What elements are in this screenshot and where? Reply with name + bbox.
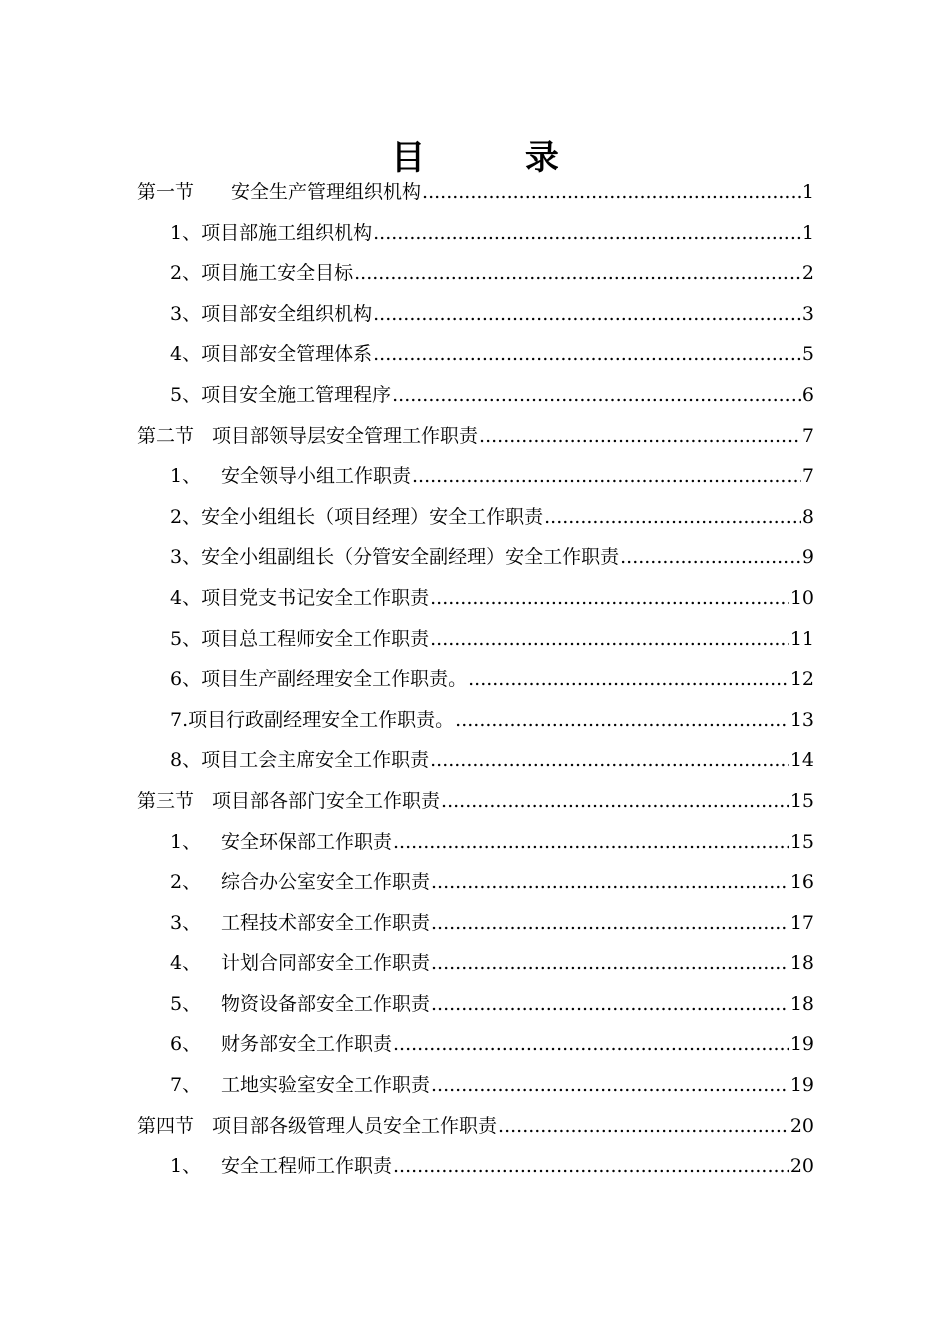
toc-entry-text	[170, 497, 543, 538]
toc-entry-label: 工程技术部安全工作职责	[221, 911, 431, 934]
toc-entry-label: 项目部施工组织机构	[201, 221, 373, 244]
toc-dot-leader	[431, 903, 789, 944]
toc-entry-number: 3、	[170, 302, 202, 325]
toc-entry-label: 安全环保部工作职责	[221, 830, 393, 853]
toc-dot-leader	[455, 700, 789, 741]
toc-entry-number: 6、	[170, 668, 202, 691]
toc-page-number: 11	[789, 627, 814, 650]
toc-entry-number: 1、	[170, 1155, 202, 1178]
toc-dot-leader	[373, 334, 801, 375]
toc-page-number: 20	[789, 1114, 814, 1137]
toc-entry-label: 项目部领导层安全管理工作职责	[212, 424, 479, 447]
toc-subsection-entry[interactable]	[137, 740, 814, 781]
toc-entry-number: 8、	[170, 749, 202, 772]
toc-subsection-entry[interactable]	[137, 903, 814, 944]
toc-entry-number: 2、	[170, 871, 202, 894]
toc-entry-text	[170, 862, 430, 903]
toc-entry-label: 安全生产管理组织机构	[231, 181, 422, 203]
toc-entry-number: 3、	[170, 911, 202, 934]
toc-entry-label: 安全领导小组工作职责	[221, 465, 412, 488]
toc-page-number: 2	[801, 262, 814, 285]
toc-dot-leader	[354, 253, 801, 294]
toc-subsection-entry[interactable]	[137, 1024, 814, 1065]
toc-entry-number: 2、	[170, 262, 202, 285]
toc-subsection-entry[interactable]	[137, 659, 814, 700]
toc-entry-label: 财务部安全工作职责	[221, 1033, 393, 1056]
toc-entry-label: 项目安全施工管理程序	[201, 383, 392, 406]
toc-entry-number: 4、	[170, 952, 202, 975]
toc-dot-leader	[468, 659, 789, 700]
toc-subsection-entry[interactable]	[137, 578, 814, 619]
toc-page-number: 12	[789, 668, 814, 691]
toc-entry-number: 6、	[170, 1033, 202, 1056]
toc-page-number: 5	[801, 343, 814, 366]
toc-subsection-entry[interactable]	[137, 1146, 814, 1187]
toc-entry-label: 项目生产副经理安全工作职责。	[201, 668, 468, 691]
toc-entry-number: 5、	[170, 383, 202, 406]
toc-dot-leader	[392, 375, 801, 416]
toc-subsection-entry[interactable]	[137, 862, 814, 903]
toc-dot-leader	[479, 416, 801, 457]
toc-page-number: 19	[789, 1074, 814, 1097]
toc-entry-label: 项目施工安全目标	[201, 262, 354, 285]
toc-entry-number: 1、	[170, 830, 202, 853]
toc-entry-number: 第二节	[137, 424, 195, 447]
toc-entry-text	[170, 740, 429, 781]
toc-subsection-entry[interactable]	[137, 253, 814, 294]
toc-dot-leader	[430, 619, 789, 660]
toc-entry-text	[170, 1024, 392, 1065]
toc-dot-leader	[373, 294, 801, 335]
toc-entry-text	[170, 253, 353, 294]
toc-subsection-entry[interactable]	[137, 619, 814, 660]
toc-entry-text	[170, 1065, 430, 1106]
toc-page-number: 15	[789, 789, 814, 812]
toc-dot-leader	[430, 740, 789, 781]
toc-entry-number: 5、	[170, 992, 202, 1015]
toc-page-number: 8	[801, 505, 814, 528]
toc-dot-leader	[393, 1024, 789, 1065]
toc-page-number: 19	[789, 1033, 814, 1056]
toc-subsection-entry[interactable]	[137, 822, 814, 863]
toc-entry-text	[170, 537, 619, 578]
toc-page-number: 7	[801, 424, 814, 447]
toc-section-entry[interactable]	[137, 172, 814, 213]
toc-entry-label: 综合办公室安全工作职责	[221, 871, 431, 894]
toc-entry-text	[170, 700, 454, 741]
toc-entry-text	[170, 294, 372, 335]
toc-dot-leader	[373, 213, 801, 254]
toc-dot-leader	[431, 984, 789, 1025]
toc-entry-text	[170, 984, 430, 1025]
toc-page-number: 6	[801, 383, 814, 406]
toc-entry-number: 2、	[170, 505, 202, 528]
toc-page-number: 20	[789, 1155, 814, 1178]
toc-entry-text	[170, 1146, 392, 1187]
toc-entry-number: 4、	[170, 586, 202, 609]
toc-page-number: 18	[789, 992, 814, 1015]
toc-entry-number: 3、	[170, 546, 202, 569]
toc-subsection-entry[interactable]	[137, 700, 814, 741]
toc-entry-text	[137, 416, 478, 457]
toc-section-entry[interactable]	[137, 781, 814, 822]
toc-page-number: 3	[801, 302, 814, 325]
toc-page-number: 13	[789, 708, 814, 731]
toc-entry-text	[170, 213, 372, 254]
toc-subsection-entry[interactable]	[137, 1065, 814, 1106]
toc-subsection-entry[interactable]	[137, 537, 814, 578]
toc-page-number: 10	[789, 586, 814, 609]
toc-entry-label: 计划合同部安全工作职责	[221, 952, 431, 975]
toc-subsection-entry[interactable]	[137, 294, 814, 335]
toc-dot-leader	[431, 943, 789, 984]
toc-entry-text	[170, 822, 392, 863]
toc-dot-leader	[430, 578, 789, 619]
toc-page-number: 1	[801, 221, 814, 244]
toc-page-number: 16	[789, 871, 814, 894]
toc-entry-number: 1、	[170, 465, 202, 488]
toc-dot-leader	[412, 456, 801, 497]
toc-entry-text	[137, 172, 421, 213]
toc-entry-text	[170, 375, 391, 416]
toc-entry-label: 安全工程师工作职责	[221, 1155, 393, 1178]
toc-dot-leader	[441, 781, 789, 822]
toc-dot-leader	[431, 862, 789, 903]
toc-entry-number: 第三节	[137, 789, 195, 812]
toc-section-entry[interactable]	[137, 416, 814, 457]
toc-entry-label: 安全小组组长（项目经理）安全工作职责	[201, 505, 544, 528]
toc-entry-label: 安全小组副组长（分管安全副经理）安全工作职责	[201, 546, 620, 569]
toc-list	[137, 172, 814, 1187]
toc-entry-number: 1、	[170, 221, 202, 244]
toc-entry-label: 项目部各级管理人员安全工作职责	[212, 1114, 498, 1137]
toc-entry-text	[137, 781, 440, 822]
toc-entry-text	[170, 619, 429, 660]
toc-subsection-entry[interactable]	[137, 213, 814, 254]
toc-entry-text	[170, 659, 467, 700]
toc-entry-label: 项目党支书记安全工作职责	[201, 586, 430, 609]
toc-entry-number: 7.	[170, 708, 189, 731]
toc-entry-label: 项目部安全组织机构	[201, 302, 373, 325]
toc-page-number: 14	[789, 749, 814, 772]
toc-entry-number: 7、	[170, 1074, 202, 1097]
toc-entry-label: 项目部各部门安全工作职责	[212, 789, 441, 812]
toc-entry-number: 第四节	[137, 1114, 195, 1137]
toc-page-number: 7	[801, 465, 814, 488]
toc-entry-number: 4、	[170, 343, 202, 366]
toc-section-entry[interactable]	[137, 1106, 814, 1147]
toc-entry-label: 物资设备部安全工作职责	[221, 992, 431, 1015]
toc-page-number: 15	[789, 830, 814, 853]
toc-dot-leader	[620, 537, 801, 578]
toc-entry-text	[137, 1106, 497, 1147]
toc-page-number: 1	[801, 181, 814, 203]
toc-entry-number: 5、	[170, 627, 202, 650]
toc-entry-number: 第一节	[137, 181, 214, 203]
toc-title: 目 录	[391, 138, 603, 178]
toc-dot-leader	[393, 1146, 789, 1187]
toc-entry-label: 项目部安全管理体系	[201, 343, 373, 366]
toc-dot-leader	[431, 1065, 789, 1106]
toc-subsection-entry[interactable]	[137, 497, 814, 538]
toc-entry-label: 项目工会主席安全工作职责	[201, 749, 430, 772]
toc-subsection-entry[interactable]	[137, 456, 814, 497]
toc-entry-text	[170, 578, 429, 619]
toc-subsection-entry[interactable]	[137, 943, 814, 984]
toc-subsection-entry[interactable]	[137, 984, 814, 1025]
toc-dot-leader	[422, 172, 801, 213]
toc-entry-text	[170, 334, 372, 375]
toc-entry-label: 项目行政副经理安全工作职责。	[188, 708, 455, 731]
toc-entry-label: 工地实验室安全工作职责	[221, 1074, 431, 1097]
toc-entry-text	[170, 903, 430, 944]
toc-subsection-entry[interactable]	[137, 334, 814, 375]
toc-page-number: 18	[789, 952, 814, 975]
toc-entry-label: 项目总工程师安全工作职责	[201, 627, 430, 650]
toc-subsection-entry[interactable]	[137, 375, 814, 416]
toc-dot-leader	[393, 822, 789, 863]
toc-page-number: 9	[801, 546, 814, 569]
toc-dot-leader	[498, 1106, 789, 1147]
toc-page-number: 17	[789, 911, 814, 934]
toc-entry-text	[170, 456, 411, 497]
toc-dot-leader	[544, 497, 801, 538]
toc-entry-text	[170, 943, 430, 984]
